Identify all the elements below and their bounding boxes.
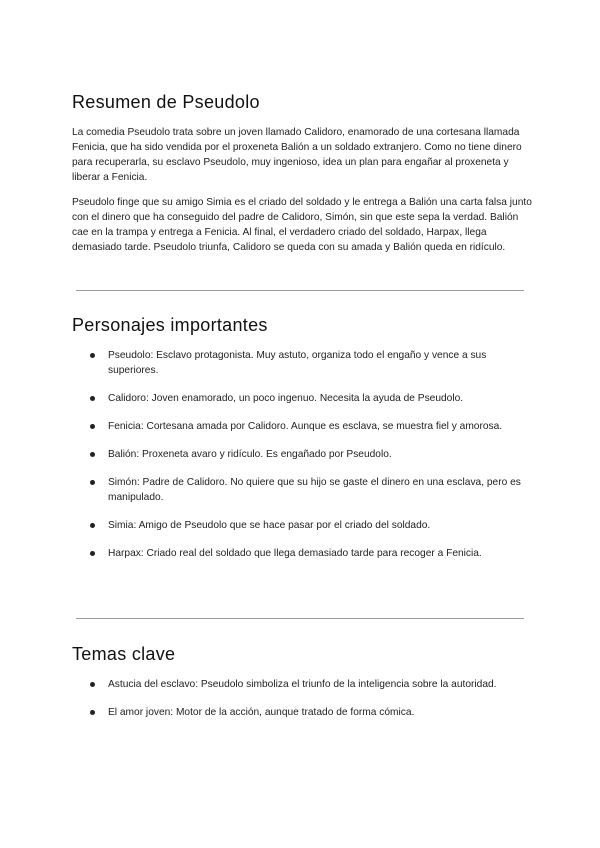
list-item-astucia bbox=[72, 677, 528, 692]
list-item-calidoro bbox=[72, 391, 528, 406]
bullet-dot-icon bbox=[90, 353, 95, 358]
list-item-text: Simia: Amigo de Pseudolo que se hace pasar por el criado del soldado. bbox=[108, 520, 431, 531]
characters-list bbox=[72, 348, 528, 561]
summary-paragraph-1: La comedia Pseudolo trata sobre un joven llamado Calidoro, enamorado de una cortesana llamada Fenicia, que ha sido vendida por el proxeneta Balión a un soldado extranjero. Como no tiene dinero para recuperarla, su esclavo Pseudolo, muy ingenioso, idea un plan para engañar al proxeneta y liberar a Fenicia. bbox=[72, 127, 522, 183]
themes-list bbox=[72, 677, 528, 720]
list-item-text: Pseudolo: Esclavo protagonista. Muy astuto, organiza todo el engaño y vence a sus superiores. bbox=[108, 350, 487, 376]
summary-heading: Resumen de Pseudolo bbox=[72, 92, 260, 112]
bullet-dot-icon bbox=[90, 523, 95, 528]
characters-heading: Personajes importantes bbox=[72, 315, 268, 335]
list-item-fenicia bbox=[72, 419, 528, 434]
bullet-dot-icon bbox=[90, 396, 95, 401]
themes-heading: Temas clave bbox=[72, 644, 176, 664]
bullet-dot-icon bbox=[90, 480, 95, 485]
list-item-text: Astucia del esclavo: Pseudolo simboliza el triunfo de la inteligencia sobre la autoridad. bbox=[108, 679, 497, 690]
list-item-text: Simón: Padre de Calidoro. No quiere que su hijo se gaste el dinero en una esclava, pero es manipulado. bbox=[108, 477, 521, 503]
list-item-amor bbox=[72, 705, 528, 720]
section-divider-2 bbox=[76, 618, 524, 619]
list-item-harpax bbox=[72, 546, 528, 561]
bullet-dot-icon bbox=[90, 551, 95, 556]
list-item-simia bbox=[72, 518, 528, 533]
bullet-dot-icon bbox=[90, 424, 95, 429]
section-divider-1 bbox=[76, 290, 524, 291]
list-item-balion bbox=[72, 447, 528, 462]
bullet-dot-icon bbox=[90, 710, 95, 715]
bullet-dot-icon bbox=[90, 682, 95, 687]
list-item-text: Harpax: Criado real del soldado que llega demasiado tarde para recoger a Fenicia. bbox=[108, 548, 482, 559]
list-item-text: El amor joven: Motor de la acción, aunque tratado de forma cómica. bbox=[108, 707, 415, 718]
list-item-pseudolo bbox=[72, 348, 528, 378]
list-item-text: Calidoro: Joven enamorado, un poco ingenuo. Necesita la ayuda de Pseudolo. bbox=[108, 393, 464, 404]
bullet-dot-icon bbox=[90, 452, 95, 457]
summary-paragraph-2: Pseudolo finge que su amigo Simia es el criado del soldado y le entrega a Balión una carta falsa junto con el dinero que ha conseguido del padre de Calidoro, Simón, sin que este sepa la verdad. Balión cae en la trampa y entrega a Fenicia. Al final, el verdadero criado del soldado, Harpax, llega demasiado tarde. Pseudolo triunfa, Calidoro se queda con su amada y Balión queda en ridículo. bbox=[72, 197, 532, 253]
list-item-text: Balión: Proxeneta avaro y ridículo. Es engañado por Pseudolo. bbox=[108, 449, 392, 460]
list-item-text: Fenicia: Cortesana amada por Calidoro. Aunque es esclava, se muestra fiel y amorosa. bbox=[108, 421, 503, 432]
list-item-simon bbox=[72, 475, 528, 505]
